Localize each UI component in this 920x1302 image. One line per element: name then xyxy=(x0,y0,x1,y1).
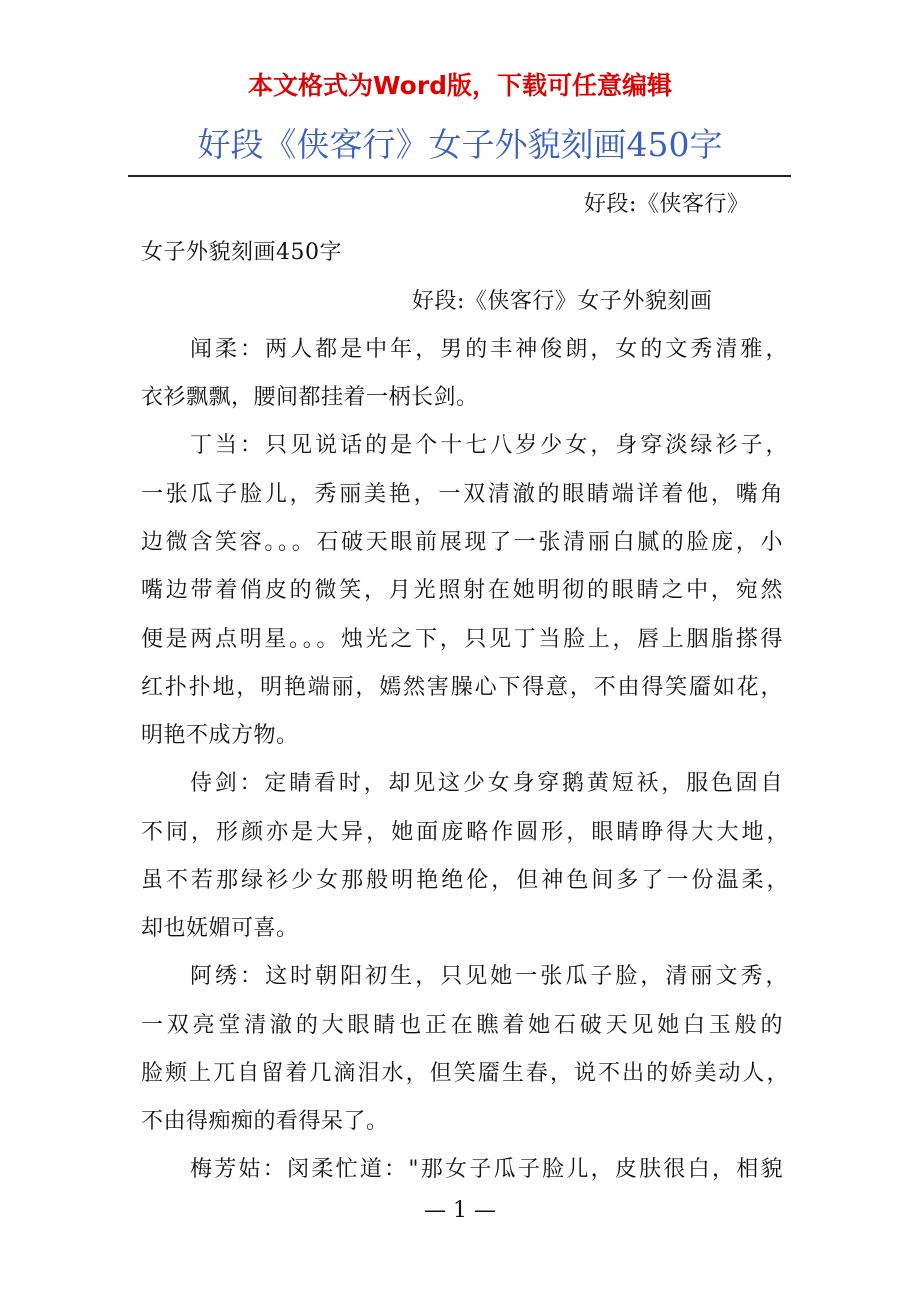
body-line: 嘴边带着俏皮的微笑，月光照射在她明彻的眼睛之中，宛然 xyxy=(141,578,783,603)
body-line: 却也妩媚可喜。 xyxy=(141,916,299,941)
body-line: 梅芳姑：闵柔忙道："那女子瓜子脸儿，皮肤很白，相貌 xyxy=(190,1157,783,1182)
body-line: 不同，形颜亦是大异，她面庞略作圆形，眼睛睁得大大地， xyxy=(141,820,789,845)
title-divider xyxy=(128,175,791,177)
body-line: 不由得痴痴的看得呆了。 xyxy=(141,1109,389,1134)
body-line: 衣衫飘飘，腰间都挂着一柄长剑。 xyxy=(141,385,479,410)
word-format-notice: 本文格式为Word版，下载可任意编辑 xyxy=(247,71,673,100)
body-line: 侍剑：定睛看时，却见这少女身穿鹅黄短袄，服色固自 xyxy=(190,771,783,796)
body-line: 好段:《侠客行》 xyxy=(584,192,750,217)
body-line: 一张瓜子脸儿，秀丽美艳，一双清澈的眼睛端详着他，嘴角 xyxy=(141,482,783,507)
body-line: 好段:《侠客行》女子外貌刻画 xyxy=(412,289,713,314)
body-line: 女子外貌刻画450字 xyxy=(141,240,342,265)
body-line: 便是两点明星。。。烛光之下，只见丁当脸上，唇上胭脂搽得 xyxy=(141,627,783,652)
body-line: 脸颊上兀自留着几滴泪水，但笑靥生春，说不出的娇美动人， xyxy=(141,1061,789,1086)
page-number: — 1 — xyxy=(424,1198,496,1223)
document-title: 好段《侠客行》女子外貌刻画450字 xyxy=(197,125,723,164)
body-line: 闻柔：两人都是中年，男的丰神俊朗，女的文秀清雅， xyxy=(190,337,788,362)
body-line: 红扑扑地，明艳端丽，嫣然害臊心下得意，不由得笑靥如花， xyxy=(141,675,783,700)
body-line: 虽不若那绿衫少女那般明艳绝伦，但神色间多了一份温柔， xyxy=(141,868,789,893)
body-line: 阿绣：这时朝阳初生，只见她一张瓜子脸，清丽文秀， xyxy=(190,964,788,989)
body-line: 明艳不成方物。 xyxy=(141,723,299,748)
body-line: 丁当：只见说话的是个十七八岁少女，身穿淡绿衫子， xyxy=(190,433,788,458)
body-line: 边微含笑容。。。石破天眼前展现了一张清丽白腻的脸庞，小 xyxy=(141,530,783,555)
body-line: 一双亮堂清澈的大眼睛也正在瞧着她石破天见她白玉般的 xyxy=(141,1013,783,1038)
